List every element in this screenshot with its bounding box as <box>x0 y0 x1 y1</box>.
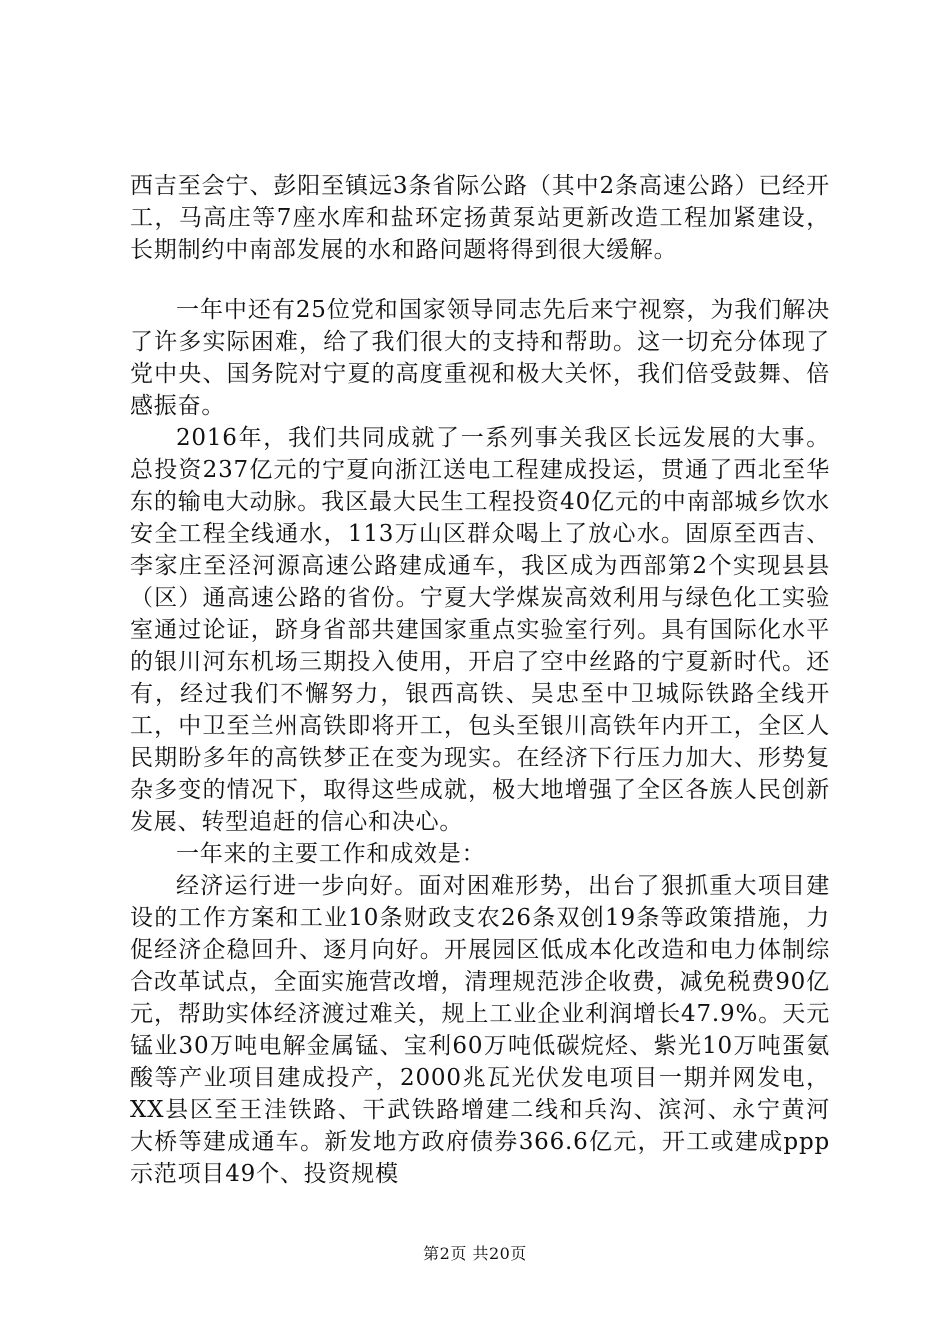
paragraph-gap <box>130 266 830 294</box>
document-body <box>130 170 830 1190</box>
paragraph-2016-achievements: 2016年，我们共同成就了一系列事关我区长远发展的大事。总投资237亿元的宁夏向浙江送电工程建成投运，贯通了西北至华东的输电大动脉。我区最大民生工程投资40亿元的中南部城乡饮水安全工程全线通水，113万山区群众喝上了放心水。固原至西吉、李家庄至泾河源高速公路建成通车，我区成为西部第2个实现县县（区）通高速公路的省份。宁夏大学煤炭高效利用与绿色化工实验室通过论证，跻身省部共建国家重点实验室行列。具有国际化水平的银川河东机场三期投入使用，开启了空中丝路的宁夏新时代。还有，经过我们不懈努力，银西高铁、吴忠至中卫城际铁路全线开工，中卫至兰州高铁即将开工，包头至银川高铁年内开工，全区人民期盼多年的高铁梦正在变为现实。在经济下行压力加大、形势复杂多变的情况下，取得这些成就，极大地增强了全区各族人民创新发展、转型追赶的信心和决心。 <box>130 425 830 835</box>
page-number-footer: 第2页 共20页 <box>423 1244 527 1263</box>
paragraph-continuation: 西吉至会宁、彭阳至镇远3条省际公路（其中2条高速公路）已经开工，马高庄等7座水库和盐环定扬黄泵站更新改造工程加紧建设，长期制约中南部发展的水和路问题将得到很大缓解。 <box>130 173 830 263</box>
paragraph-economy: 经济运行进一步向好。面对困难形势，出台了狠抓重大项目建设的工作方案和工业10条财政支农26条双创19条等政策措施，力促经济企稳回升、逐月向好。开展园区低成本化改造和电力体制综合改革试点，全面实施营改增，清理规范涉企收费，减免税费90亿元，帮助实体经济渡过难关，规上工业企业利润增长47.9%。天元锰业30万吨电解金属锰、宝利60万吨低碳烷烃、紫光10万吨蛋氨酸等产业项目建成投产，2000兆瓦光伏发电项目一期并网发电，XX县区至王洼铁路、干武铁路增建二线和兵沟、滨河、永宁黄河大桥等建成通车。新发地方政府债券366.6亿元，开工或建成ppp示范项目49个、投资规模 <box>130 873 830 1187</box>
paragraph-leaders-visit: 一年中还有25位党和国家领导同志先后来宁视察，为我们解决了许多实际困难，给了我们很大的支持和帮助。这一切充分体现了党中央、国务院对宁夏的高度重视和极大关怀，我们倍受鼓舞、倍感振奋。 <box>130 297 830 419</box>
paragraph-main-work-intro: 一年来的主要工作和成效是： <box>176 841 486 867</box>
